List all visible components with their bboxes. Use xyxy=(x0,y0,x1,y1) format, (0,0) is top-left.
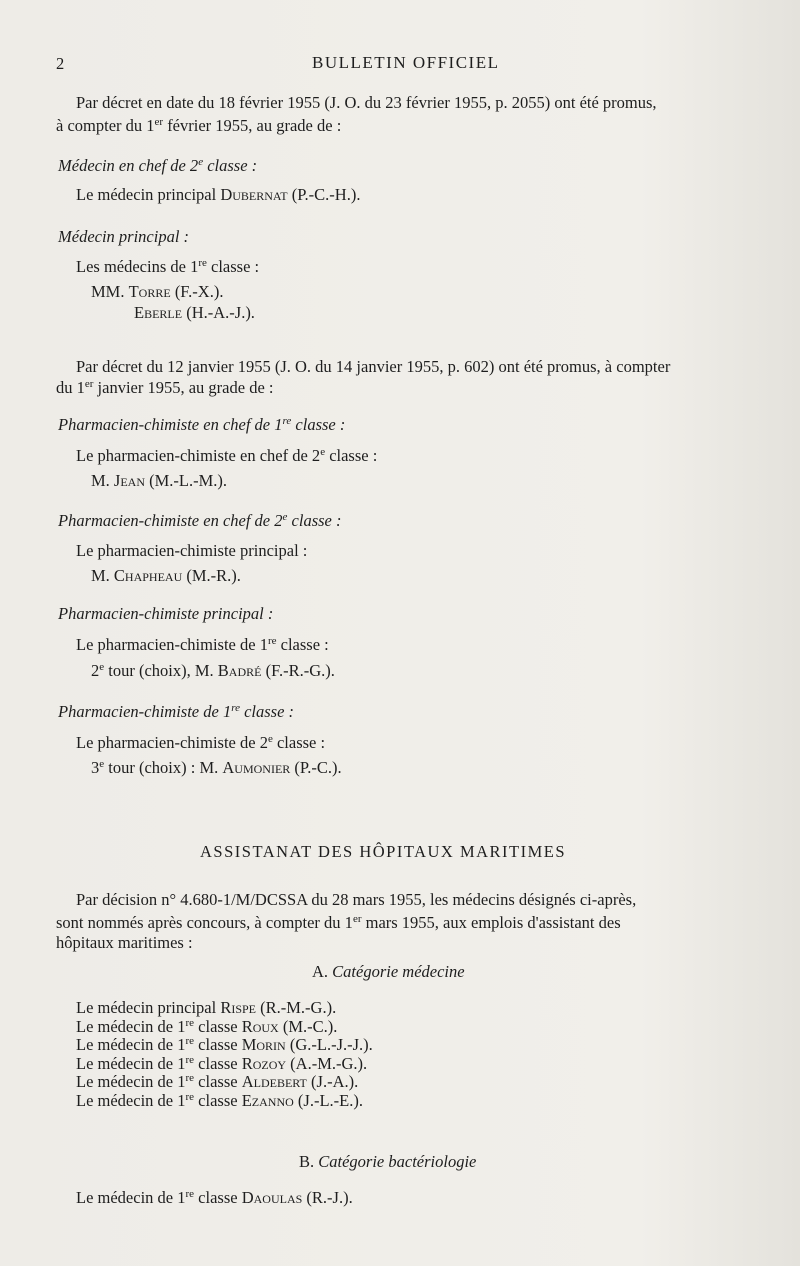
grade-intro: Le pharmacien-chimiste en chef de 2e classe : xyxy=(76,446,378,465)
promoted-person: 3e tour (choix) : M. Aumonier (P.-C.). xyxy=(91,758,342,777)
grade-title: Pharmacien-chimiste en chef de 1re classe : xyxy=(58,415,346,434)
appointee-row: Le médecin de 1re classe Daoulas (R.-J.). xyxy=(76,1188,353,1207)
promoted-person: Le médecin principal Dubernat (P.-C.-H.). xyxy=(76,185,361,204)
appointee-row: Le médecin de 1re classe Rozoy (A.-M.-G.). xyxy=(76,1053,368,1073)
promoted-person: 2e tour (choix), M. Badré (F.-R.-G.). xyxy=(91,661,335,680)
grade-intro: Le pharmacien-chimiste de 1re classe : xyxy=(76,635,329,654)
appointee-row: Le médecin de 1re classe Ezanno (J.-L.-E.). xyxy=(76,1091,363,1110)
grade-title: Pharmacien-chimiste en chef de 2e classe : xyxy=(58,511,342,530)
section-heading: ASSISTANAT DES HÔPITAUX MARITIMES xyxy=(200,842,567,861)
appointee-row: Le médecin de 1re classe Aldebert (J.-A.). xyxy=(76,1072,359,1092)
promoted-person: M. Chapheau (M.-R.). xyxy=(91,566,241,585)
grade-intro: Le pharmacien-chimiste de 2e classe : xyxy=(76,733,326,752)
decree2-line1: Par décret du 12 janvier 1955 (J. O. du 14 janvier 1955, p. 602) ont été promus, à compter xyxy=(76,357,671,376)
decision-line3: hôpitaux maritimes : xyxy=(56,933,193,952)
appointee-row: Le médecin principal Rispe (R.-M.-G.). xyxy=(76,998,337,1017)
promoted-person: M. Jean (M.-L.-M.). xyxy=(91,471,228,490)
grade-title: Pharmacien-chimiste de 1re classe : xyxy=(58,702,295,721)
grade-title: Médecin en chef de 2e classe : xyxy=(58,156,258,175)
appointee-row: Le médecin de 1re classe Roux (M.-C.). xyxy=(76,1016,338,1036)
decree1-line2: à compter du 1er février 1955, au grade de : xyxy=(56,116,342,135)
grade-title: Médecin principal : xyxy=(58,227,190,246)
page-number: 2 xyxy=(56,54,65,73)
decree1-line1: Par décret en date du 18 février 1955 (J. O. du 23 février 1955, p. 2055) ont été promus, xyxy=(76,93,657,112)
decision-line1: Par décision n° 4.680-1/M/DCSSA du 28 mars 1955, les médecins désignés ci-après, xyxy=(76,890,637,909)
category-b-heading: B. Catégorie bactériologie xyxy=(299,1152,477,1171)
promoted-person: Eberle (H.-A.-J.). xyxy=(134,303,255,322)
decision-line2: sont nommés après concours, à compter du 1er mars 1955, aux emplois d'assistant des xyxy=(56,913,621,932)
promoted-person: MM. Torre (F.-X.). xyxy=(91,282,224,301)
grade-intro: Les médecins de 1re classe : xyxy=(76,257,260,276)
appointee-row: Le médecin de 1re classe Morin (G.-L.-J.-J.). xyxy=(76,1035,373,1055)
running-title: BULLETIN OFFICIEL xyxy=(312,53,500,72)
grade-intro: Le pharmacien-chimiste principal : xyxy=(76,541,308,560)
decree2-line2: du 1er janvier 1955, au grade de : xyxy=(56,378,274,397)
grade-title: Pharmacien-chimiste principal : xyxy=(58,604,274,623)
category-a-heading: A. Catégorie médecine xyxy=(312,962,465,981)
